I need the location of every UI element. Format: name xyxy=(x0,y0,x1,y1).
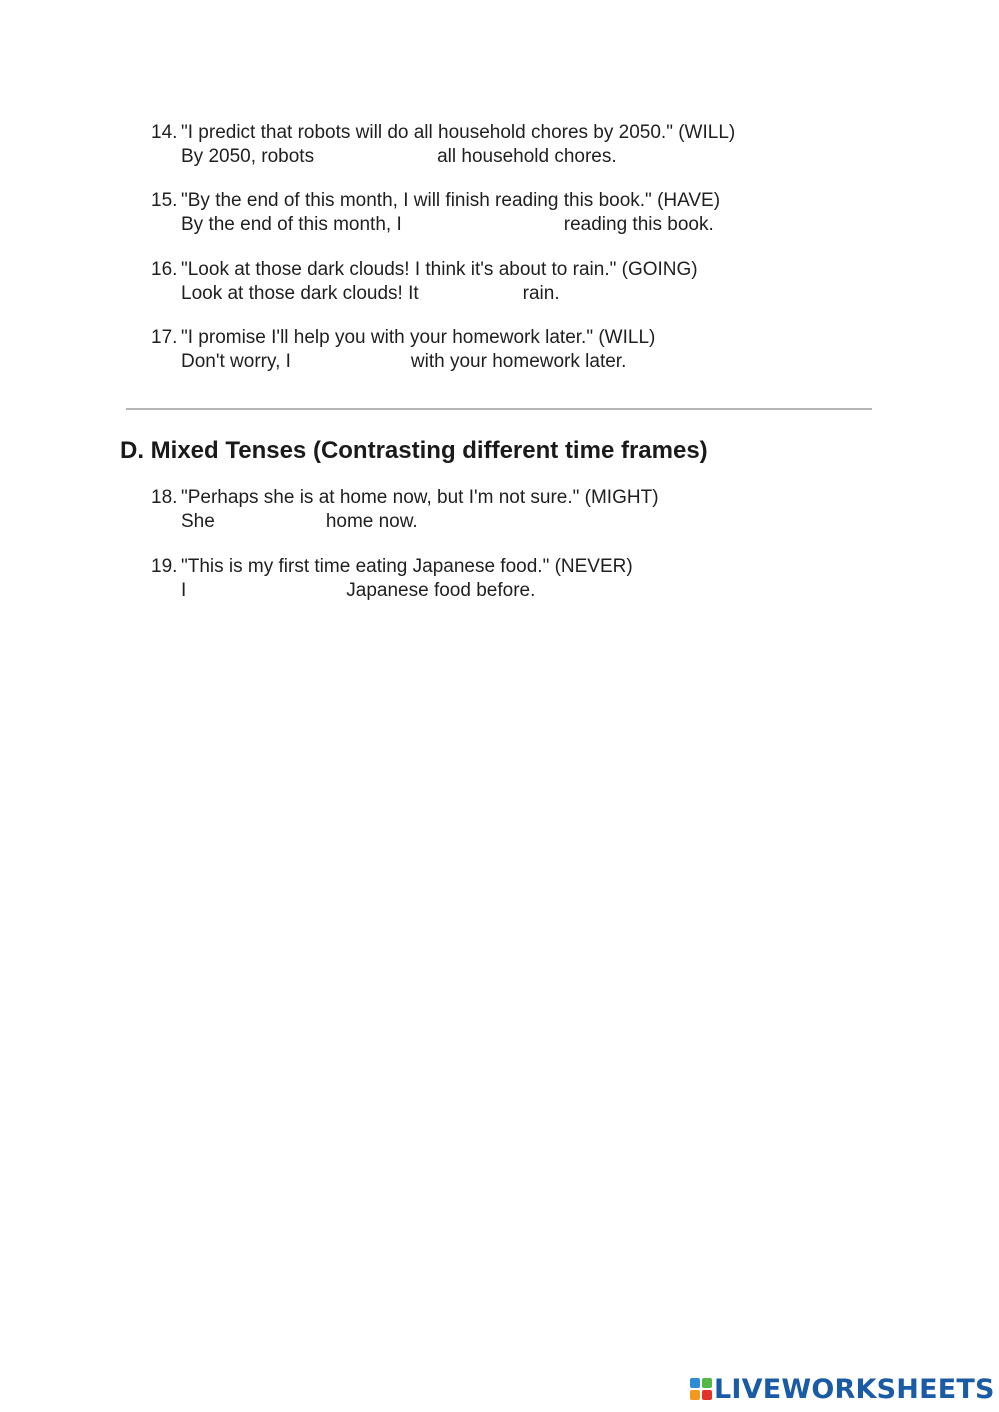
answer-before-text: Don't worry, I xyxy=(181,351,291,372)
answer-before-text: By the end of this month, I xyxy=(181,214,402,235)
question-16 xyxy=(151,258,871,306)
section-heading-d: D. Mixed Tenses (Contrasting different time frames) xyxy=(120,437,708,464)
answer-before-text: Look at those dark clouds! It xyxy=(181,283,419,304)
answer-before-text: By 2050, robots xyxy=(181,146,315,167)
liveworksheets-logo[interactable] xyxy=(690,1374,995,1404)
question-prompt: "Look at those dark clouds! I think it's about to rain." (GOING) xyxy=(181,259,698,280)
question-prompt: "This is my first time eating Japanese food." (NEVER) xyxy=(181,556,633,577)
answer-after-text: all household chores. xyxy=(437,146,617,167)
question-19 xyxy=(151,555,871,603)
answer-after-text: rain. xyxy=(522,283,560,304)
question-14 xyxy=(151,121,871,169)
answer-before-text: I xyxy=(181,580,187,601)
answer-blank[interactable] xyxy=(215,510,326,534)
question-18 xyxy=(151,486,871,534)
answer-after-text: Japanese food before. xyxy=(346,580,536,601)
question-number: 17. xyxy=(151,327,178,348)
question-number: 14. xyxy=(151,122,178,143)
question-number: 18. xyxy=(151,487,178,508)
answer-after-text: with your homework later. xyxy=(410,351,627,372)
answer-after-text: home now. xyxy=(325,511,418,532)
question-17 xyxy=(151,326,871,374)
question-prompt: "I promise I'll help you with your homework later." (WILL) xyxy=(181,327,656,348)
answer-blank[interactable] xyxy=(314,145,437,169)
question-number: 19. xyxy=(151,556,178,577)
question-number: 15. xyxy=(151,190,178,211)
answer-after-text: reading this book. xyxy=(563,214,714,235)
question-prompt: "Perhaps she is at home now, but I'm not sure." (MIGHT) xyxy=(181,487,659,508)
liveworksheets-logo-icon xyxy=(690,1378,712,1400)
answer-blank[interactable] xyxy=(402,213,564,237)
question-15 xyxy=(151,189,871,237)
question-prompt: "By the end of this month, I will finish reading this book." (HAVE) xyxy=(181,190,721,211)
section-divider xyxy=(126,408,872,410)
answer-blank[interactable] xyxy=(186,579,346,603)
question-number: 16. xyxy=(151,259,178,280)
logo-text: LIVEWORKSHEETS xyxy=(714,1373,995,1405)
answer-blank[interactable] xyxy=(291,350,411,374)
answer-before-text: She xyxy=(181,511,215,532)
answer-blank[interactable] xyxy=(419,282,523,306)
question-prompt: "I predict that robots will do all household chores by 2050." (WILL) xyxy=(181,122,736,143)
